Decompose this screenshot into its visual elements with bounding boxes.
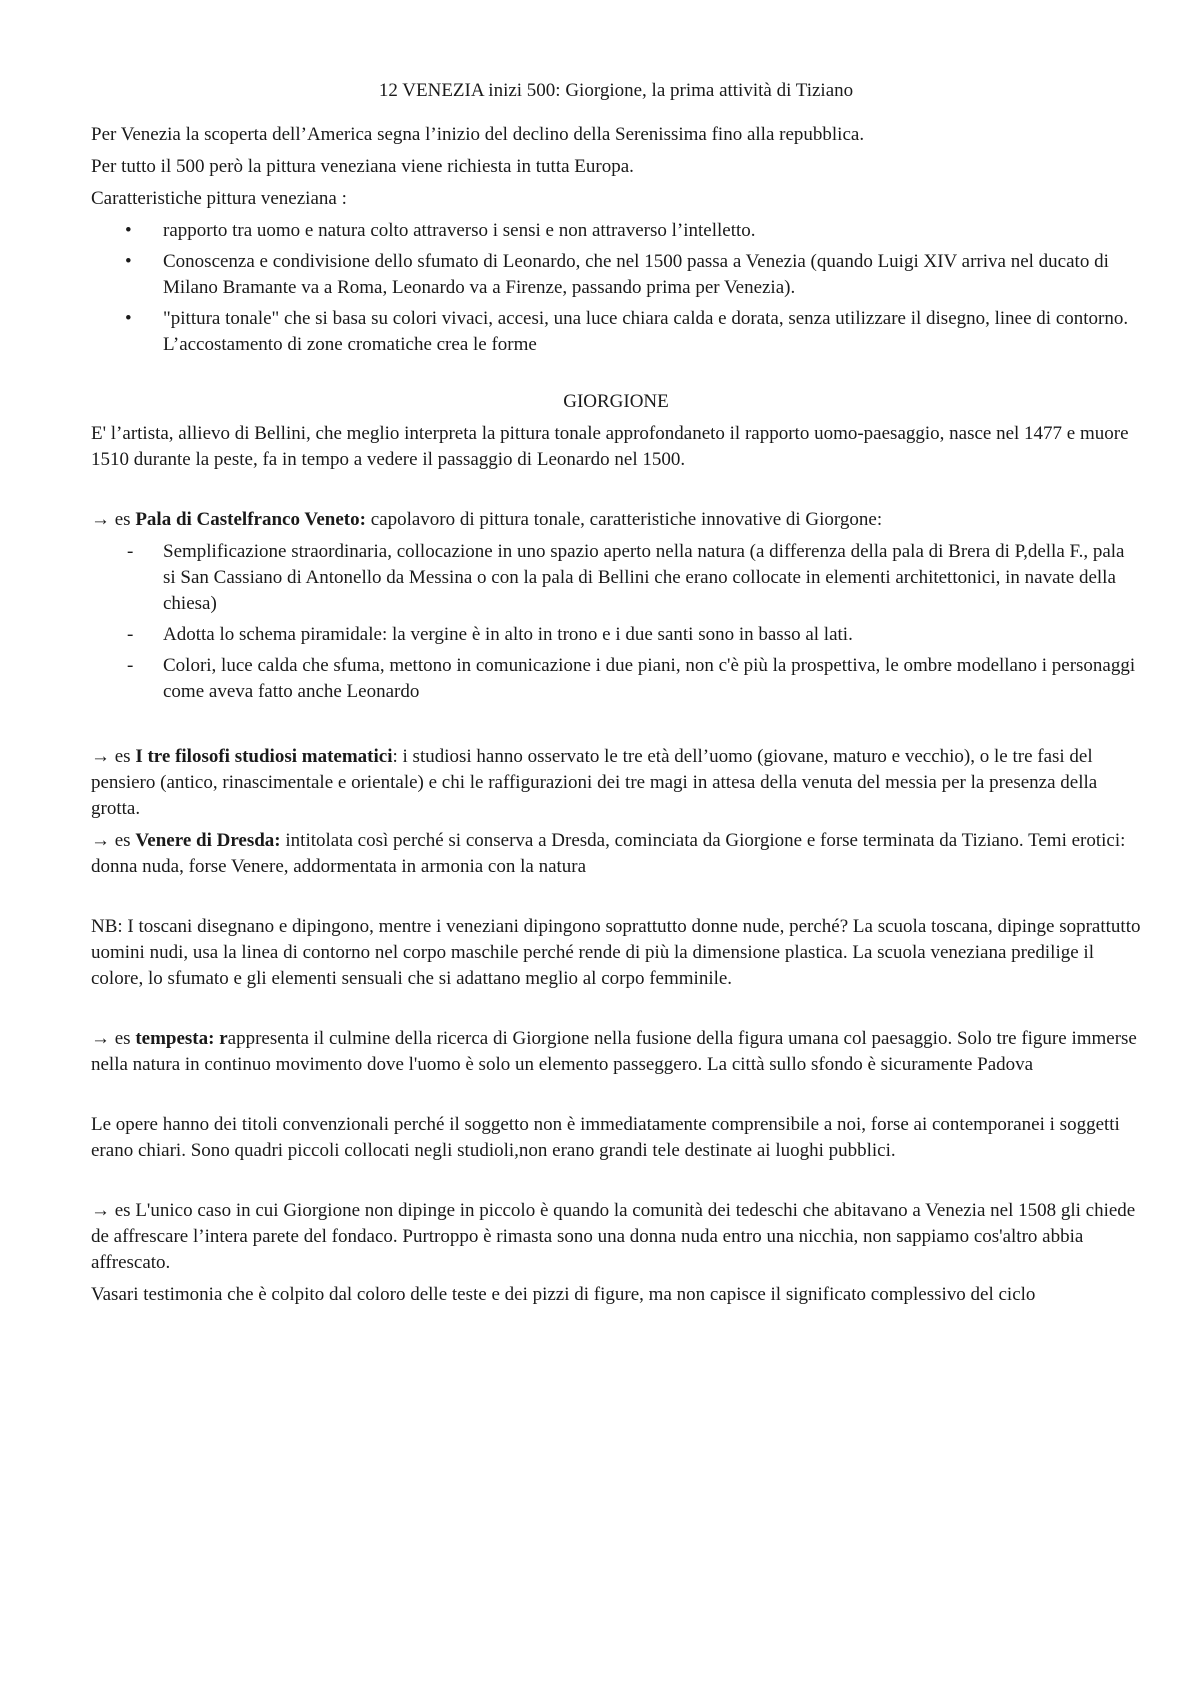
list-item: • Conoscenza e condivisione dello sfumato di Leonardo, che nel 1500 passa a Venezia (quando Luigi XIV arriva nel ducato di Milano Bramante va a Roma, Leonardo va a Firenze, passando prima per Venezia). [125,251,1109,298]
intro-paragraph-1: Per Venezia la scoperta dell’America segna l’inizio del declino della Serenissima fino alla repubblica. [91,124,865,145]
filosofi-paragraph: → es I tre filosofi studiosi matematici: i studiosi hanno osservato le tre età dell’uomo (giovane, maturo e vecchio), o le tre fasi del pensiero (antico, rinascimentale e orientale) e chi le raffigurazioni dei tre magi in attesa della venuta del messia per la presenza della grotta. [91,746,1098,819]
arrow-label: → es [91,1028,131,1049]
venere-title: Venere di Dresda: [135,830,281,851]
arrow-label: → es [91,830,131,851]
dash-icon: - [127,655,134,676]
section-heading-giorgione: GIORGIONE [563,391,669,412]
page-title: 12 VENEZIA inizi 500: Giorgione, la prima attività di Tiziano [378,80,854,101]
intro-paragraph-2: Per tutto il 500 però la pittura veneziana viene richiesta in tutta Europa. [91,156,634,177]
list-item: - Adotta lo schema piramidale: la vergine è in alto in trono e i due santi sono in basso al lati. [91,622,1141,648]
arrow-label: → es [91,509,131,530]
vasari-paragraph: Vasari testimonia che è colpito dal coloro delle teste e dei pizzi di figure, ma non capisce il significato complessivo del ciclo [91,1284,1036,1305]
filosofi-title: I tre filosofi studiosi matematici [135,746,393,767]
venere-paragraph: → es Venere di Dresda: intitolata così perché si conserva a Dresda, cominciata da Giorgione e forse terminata da Tiziano. Temi erotici: donna nuda, forse Venere, addormentata in armonia con la natura [91,830,1126,877]
dash-icon: - [127,541,134,562]
bullet-icon: • [125,220,132,241]
list-item: • "pittura tonale" che si basa su colori vivaci, accesi, una luce chiara calda e dorata, senza utilizzare il disegno, linee di contorno. L’accostamento di zone cromatiche crea le forme [125,308,1129,355]
list-item: • rapporto tra uomo e natura colto attraverso i sensi e non attraverso l’intelletto. [91,218,1141,244]
characteristics-list [91,218,1141,358]
intro-paragraph-3: Caratteristiche pittura veneziana : [91,188,347,209]
tempesta-title: tempesta: r [135,1028,228,1049]
pala-features-list [91,539,1141,705]
pala-paragraph: → es Pala di Castelfranco Veneto: capolavoro di pittura tonale, caratteristiche innovative di Giorgone: [91,509,883,530]
pala-title: Pala di Castelfranco Veneto: [135,509,366,530]
fondaco-paragraph: → es L'unico caso in cui Giorgione non dipinge in piccolo è quando la comunità dei tedeschi che abitavano a Venezia nel 1508 gli chiede de affrescare l’intera parete del fondaco. Purtroppo è rimasta sono una donna nuda entro una nicchia, non sappiamo cos'altro abbia affrescato. [91,1200,1136,1273]
list-item: - Colori, luce calda che sfuma, mettono in comunicazione i due piani, non c'è più la prospettiva, le ombre modellano i personaggi come aveva fatto anche Leonardo [127,655,1136,702]
dash-icon: - [127,624,134,645]
opere-paragraph: Le opere hanno dei titoli convenzionali perché il soggetto non è immediatamente comprensibile a noi, forse ai contemporanei i soggetti erano chiari. Sono quadri piccoli collocati negli studioli,non erano grandi tele destinate ai luoghi pubblici. [91,1114,1120,1161]
arrow-label: → es [91,746,131,767]
nb-paragraph: NB: I toscani disegnano e dipingono, mentre i veneziani dipingono soprattutto donne nude, perché? La scuola toscana, dipinge soprattutto uomini nudi, usa la linea di contorno nel corpo maschile perché rende di più la dimensione plastica. La scuola veneziana predilige il colore, lo sfumato e gli elementi sensuali che si adattano meglio al corpo femminile. [91,916,1141,989]
list-item: - Semplificazione straordinaria, collocazione in uno spazio aperto nella natura (a differenza della pala di Brera di P,della F., pala si San Cassiano di Antonello da Messina o con la pala di Bellini che erano collocate in elementi architettonici, in navate della chiesa) [127,541,1125,614]
document-body [91,78,1141,1308]
bullet-icon: • [125,308,132,329]
bullet-icon: • [125,251,132,272]
giorgione-intro: E' l’artista, allievo di Bellini, che meglio interpreta la pittura tonale approfondaneto il rapporto uomo-paesaggio, nasce nel 1477 e muore 1510 durante la peste, fa in tempo a vedere il passaggio di Leonardo nel 1500. [91,423,1129,470]
tempesta-paragraph: → es tempesta: rappresenta il culmine della ricerca di Giorgione nella fusione della figura umana col paesaggio. Solo tre figure immerse nella natura in continuo movimento dove l'uomo è solo un elemento passeggero. La città sullo sfondo è sicuramente Padova [91,1028,1137,1075]
